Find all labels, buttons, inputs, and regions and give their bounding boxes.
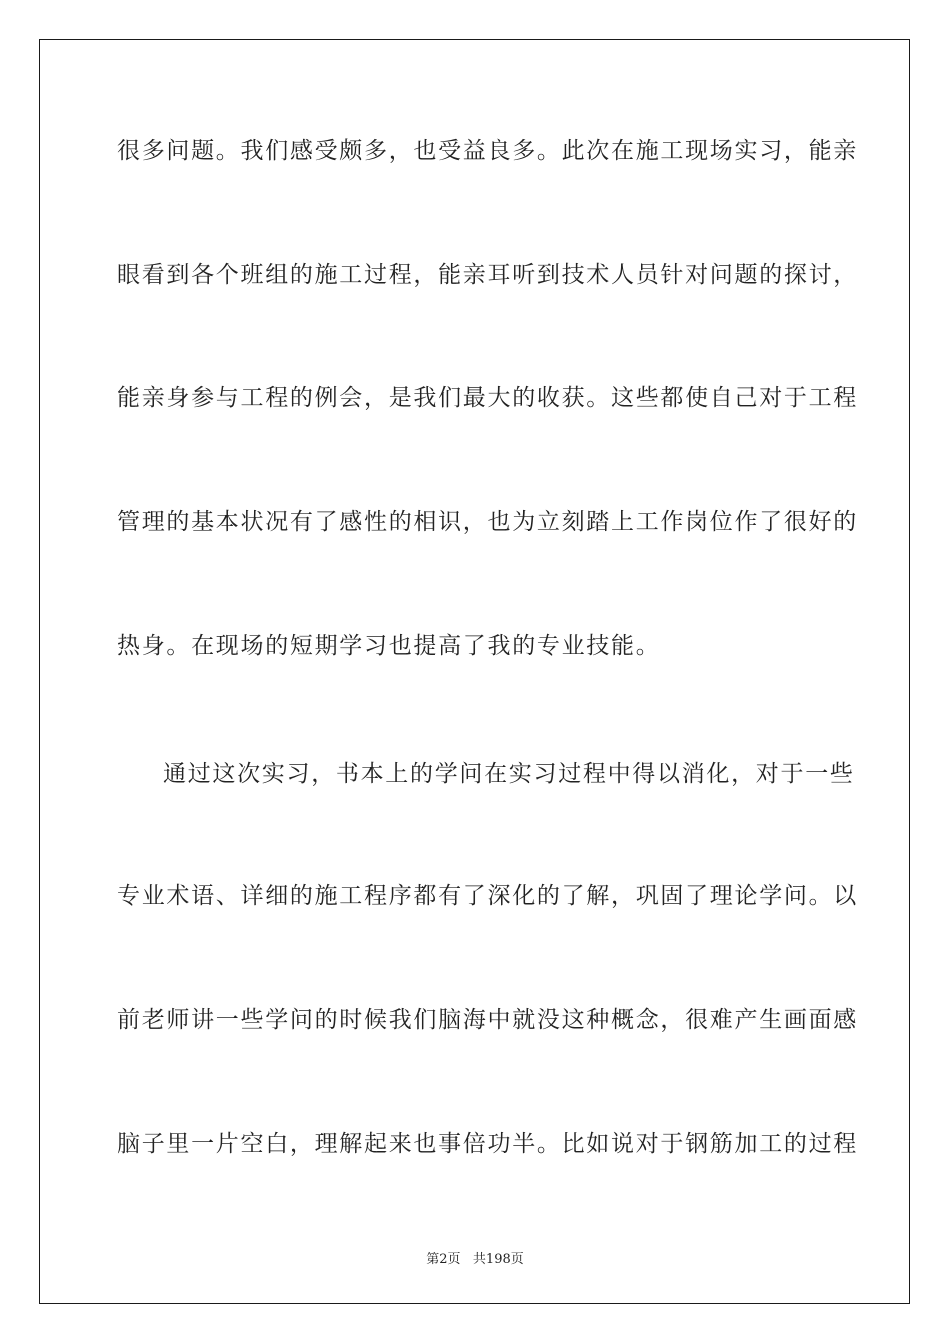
text-line: 眼看到各个班组的施工过程，能亲耳听到技术人员针对问题的探讨， xyxy=(117,262,858,288)
page-border xyxy=(39,39,910,1304)
text-line: 前老师讲一些学问的时候我们脑海中就没这种概念，很难产生画面感 xyxy=(117,1007,858,1033)
text-line: 很多问题。我们感受颇多，也受益良多。此次在施工现场实习，能亲 xyxy=(117,138,858,164)
text-line: 热身。在现场的短期学习也提高了我的专业技能。 xyxy=(117,633,661,659)
text-line: 管理的基本状况有了感性的相识，也为立刻踏上工作岗位作了很好的 xyxy=(117,509,858,535)
total-pages: 共198页 xyxy=(472,1252,524,1267)
paragraph-first-line: 通过这次实习，书本上的学问在实习过程中得以消化，对于一些 xyxy=(163,761,855,787)
page-number: 第2页 xyxy=(426,1252,461,1267)
page-footer xyxy=(0,1248,950,1267)
text-line: 脑子里一片空白，理解起来也事倍功半。比如说对于钢筋加工的过程 xyxy=(117,1131,858,1157)
text-line: 专业术语、详细的施工程序都有了深化的了解，巩固了理论学问。以 xyxy=(117,883,858,909)
text-line: 能亲身参与工程的例会，是我们最大的收获。这些都使自己对于工程 xyxy=(117,385,858,411)
